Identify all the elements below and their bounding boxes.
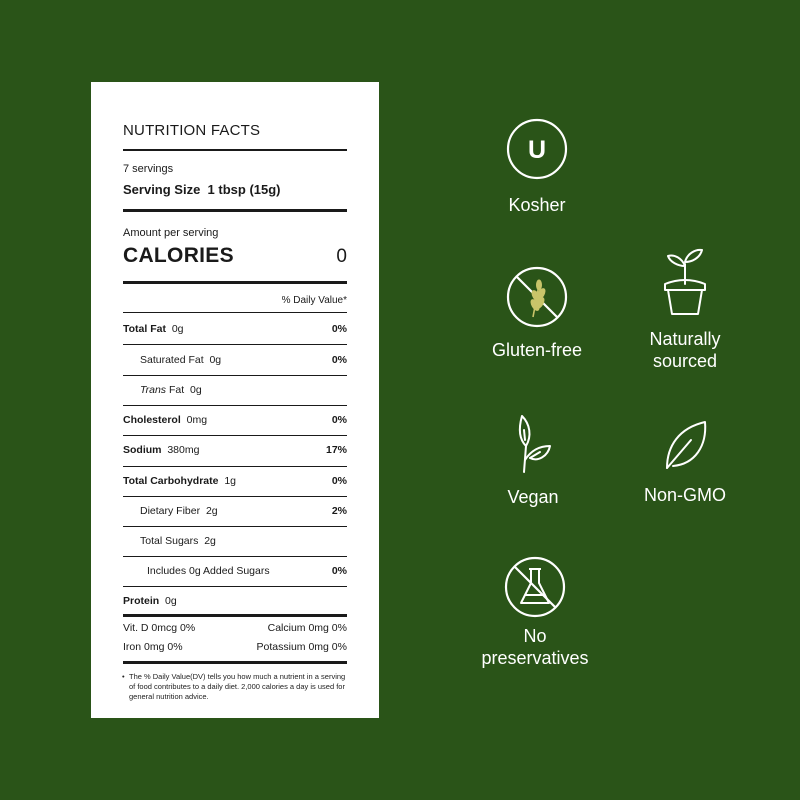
nutrient-row-total-carbohydrate: Total Carbohydrate 1g 0% bbox=[123, 475, 347, 487]
naturally-sourced-label-2: sourced bbox=[652, 351, 718, 371]
daily-value-header: % Daily Value* bbox=[281, 295, 347, 306]
no-preservatives-label-1: No bbox=[523, 626, 547, 646]
vitamin-row-1: Vit. D 0mcg 0% Calcium 0mg 0% bbox=[123, 622, 347, 634]
leaf-icon bbox=[661, 418, 709, 472]
calories-value: 0 bbox=[336, 246, 347, 267]
servings-text: 7 servings bbox=[123, 163, 174, 175]
divider bbox=[123, 281, 347, 284]
nutrient-row-added-sugars: Includes 0g Added Sugars 0% bbox=[147, 565, 347, 577]
serving-size bbox=[123, 182, 347, 197]
kosher-symbol: U bbox=[527, 136, 547, 164]
badge-kosher bbox=[470, 118, 604, 216]
bullet-icon: • bbox=[122, 672, 125, 681]
gluten-free-label: Gluten-free bbox=[491, 340, 583, 360]
nutrition-title: NUTRITION FACTS bbox=[123, 122, 261, 139]
divider bbox=[123, 312, 347, 313]
nutrition-facts-panel bbox=[91, 82, 379, 718]
vegan-label: Vegan bbox=[507, 487, 559, 507]
nutrient-row-sodium: Sodium 380mg 17% bbox=[123, 444, 347, 456]
badge-gluten-free bbox=[470, 265, 604, 361]
no-preservatives-icon bbox=[503, 555, 567, 619]
nutrient-row-trans-fat: Trans Fat 0g bbox=[140, 384, 202, 396]
nutrient-row-protein: Protein 0g bbox=[123, 595, 177, 607]
kosher-icon bbox=[506, 118, 568, 180]
badge-non-gmo bbox=[622, 418, 748, 506]
no-preservatives-label-2: preservatives bbox=[481, 648, 589, 668]
amount-per-serving: Amount per serving bbox=[123, 227, 219, 239]
plant-pot-icon bbox=[660, 244, 710, 318]
naturally-sourced-label-1: Naturally bbox=[649, 329, 721, 349]
badge-no-preservatives bbox=[460, 555, 610, 669]
nutrient-row-saturated-fat: Saturated Fat 0g 0% bbox=[140, 354, 347, 366]
footnote: • The % Daily Value(DV) tells you how much a nutrient in a serving of food contributes to a daily diet. 2,000 calories a day is used for general nutrition advice. bbox=[122, 672, 346, 701]
non-gmo-label: Non-GMO bbox=[643, 485, 726, 505]
divider bbox=[123, 614, 347, 617]
vitamin-row-2: Iron 0mg 0% Potassium 0mg 0% bbox=[123, 641, 347, 653]
divider bbox=[123, 661, 347, 664]
nutrient-row-dietary-fiber: Dietary Fiber 2g 2% bbox=[140, 505, 347, 517]
nutrient-row-total-fat: Total Fat 0g 0% bbox=[123, 323, 347, 335]
divider bbox=[123, 149, 347, 151]
kosher-label: Kosher bbox=[508, 195, 566, 215]
badge-naturally-sourced bbox=[620, 244, 750, 372]
serving-size-value: 1 tbsp (15g) bbox=[207, 182, 281, 197]
vegan-icon bbox=[508, 408, 558, 474]
nutrient-row-total-sugars: Total Sugars 2g bbox=[140, 535, 216, 547]
calories-label: CALORIES bbox=[123, 244, 234, 267]
calories-row bbox=[123, 244, 347, 268]
serving-size-label: Serving Size bbox=[123, 182, 201, 197]
gluten-free-icon bbox=[505, 265, 569, 329]
divider bbox=[123, 209, 347, 212]
badge-vegan bbox=[470, 408, 596, 508]
nutrient-row-cholesterol: Cholesterol 0mg 0% bbox=[123, 414, 347, 426]
